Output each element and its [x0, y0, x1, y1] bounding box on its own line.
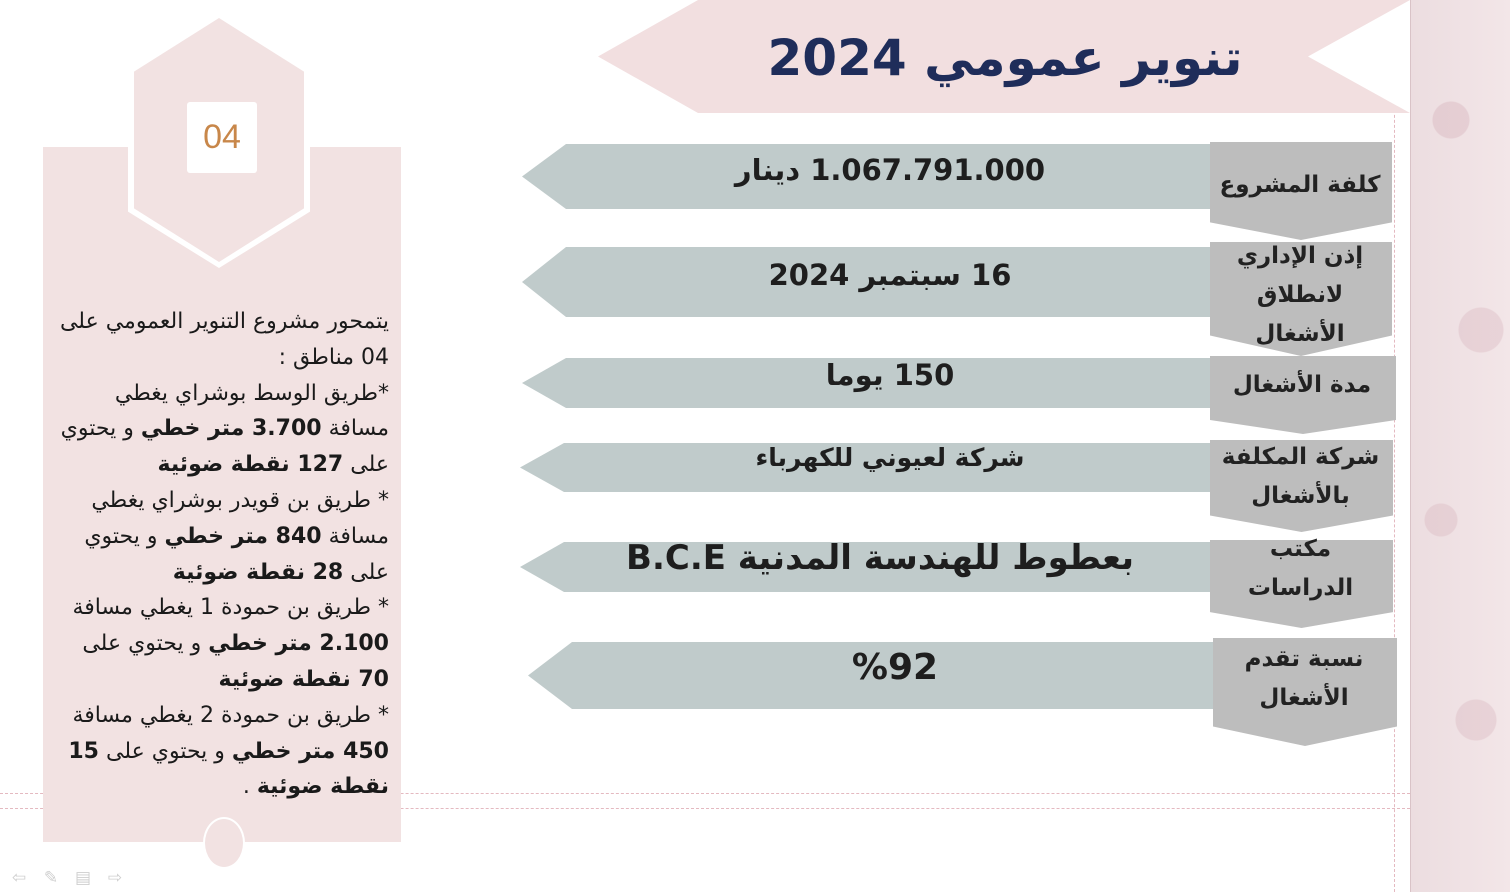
- progress-label: نسبة تقدم الأشغال: [1244, 646, 1364, 711]
- road1-text: *طريق الوسط بوشراي يغطي مسافة: [114, 380, 389, 442]
- road4-length: 450 متر خطي: [231, 738, 389, 764]
- road3-points: 70 نقطة ضوئية: [218, 666, 389, 692]
- road2-length: 840 متر خطي: [164, 523, 322, 549]
- pen-icon[interactable]: ✎: [43, 868, 59, 888]
- page-title: تنوير عمومي 2024: [767, 29, 1243, 87]
- start-date-value: 16 سبتمبر 2024: [768, 258, 1012, 292]
- road2-text-2: و يحتوي على: [84, 523, 389, 585]
- road3-text: * طريق بن حمودة 1 يغطي مسافة: [72, 595, 389, 621]
- slideshow-toolbar: [8, 868, 136, 890]
- arrow-left-icon[interactable]: ⇦: [11, 868, 27, 888]
- slide-number: 04: [203, 118, 241, 156]
- project-cost-value: 1.067.791.000 دينار: [734, 153, 1046, 187]
- road4-points: 15 نقطة ضوئية: [68, 738, 389, 800]
- road1-points: 127 نقطة ضوئية: [157, 452, 344, 478]
- description-intro: يتمحور مشروع التنوير العمومي على 04 مناطق :: [59, 309, 389, 370]
- project-description: [56, 304, 389, 799]
- floral-decoration: [1410, 0, 1510, 892]
- road2-text: * طريق بن قويدر بوشراي يغطي مسافة: [91, 487, 389, 549]
- progress-value: %92: [851, 647, 939, 688]
- road4-text: * طريق بن حمودة 2 يغطي مسافة: [72, 702, 389, 728]
- road4-text-2: و يحتوي على: [99, 738, 232, 764]
- road3-text-2: و يحتوي على: [82, 631, 209, 657]
- contractor-value: شركة لعيوني للكهرباء: [755, 443, 1025, 472]
- design-office-label: مكتب الدراسات: [1247, 536, 1354, 601]
- dashed-guide-vertical: [1394, 0, 1395, 892]
- duration-label: مدة الأشغال: [1232, 372, 1372, 398]
- road3-length: 2.100 متر خطي: [208, 631, 389, 657]
- design-office-value: بعطوط للهندسة المدنية B.C.E: [626, 538, 1134, 578]
- start-date-label: إذن الإداري لانطلاق الأشغال: [1236, 243, 1364, 347]
- arrow-right-icon[interactable]: ⇨: [107, 868, 123, 888]
- road1-length: 3.700 متر خطي: [140, 416, 322, 442]
- road2-points: 28 نقطة ضوئية: [172, 559, 344, 585]
- road4-end: .: [242, 774, 257, 800]
- contractor-label: شركة المكلفة بالأشغال: [1221, 444, 1380, 509]
- menu-icon[interactable]: ▤: [74, 868, 92, 888]
- decorative-oval: [203, 817, 245, 869]
- project-cost-label: كلفة المشروع: [1219, 172, 1381, 198]
- road1-text-2: و يحتوي على: [60, 416, 389, 478]
- duration-value: 150 يوما: [825, 358, 955, 392]
